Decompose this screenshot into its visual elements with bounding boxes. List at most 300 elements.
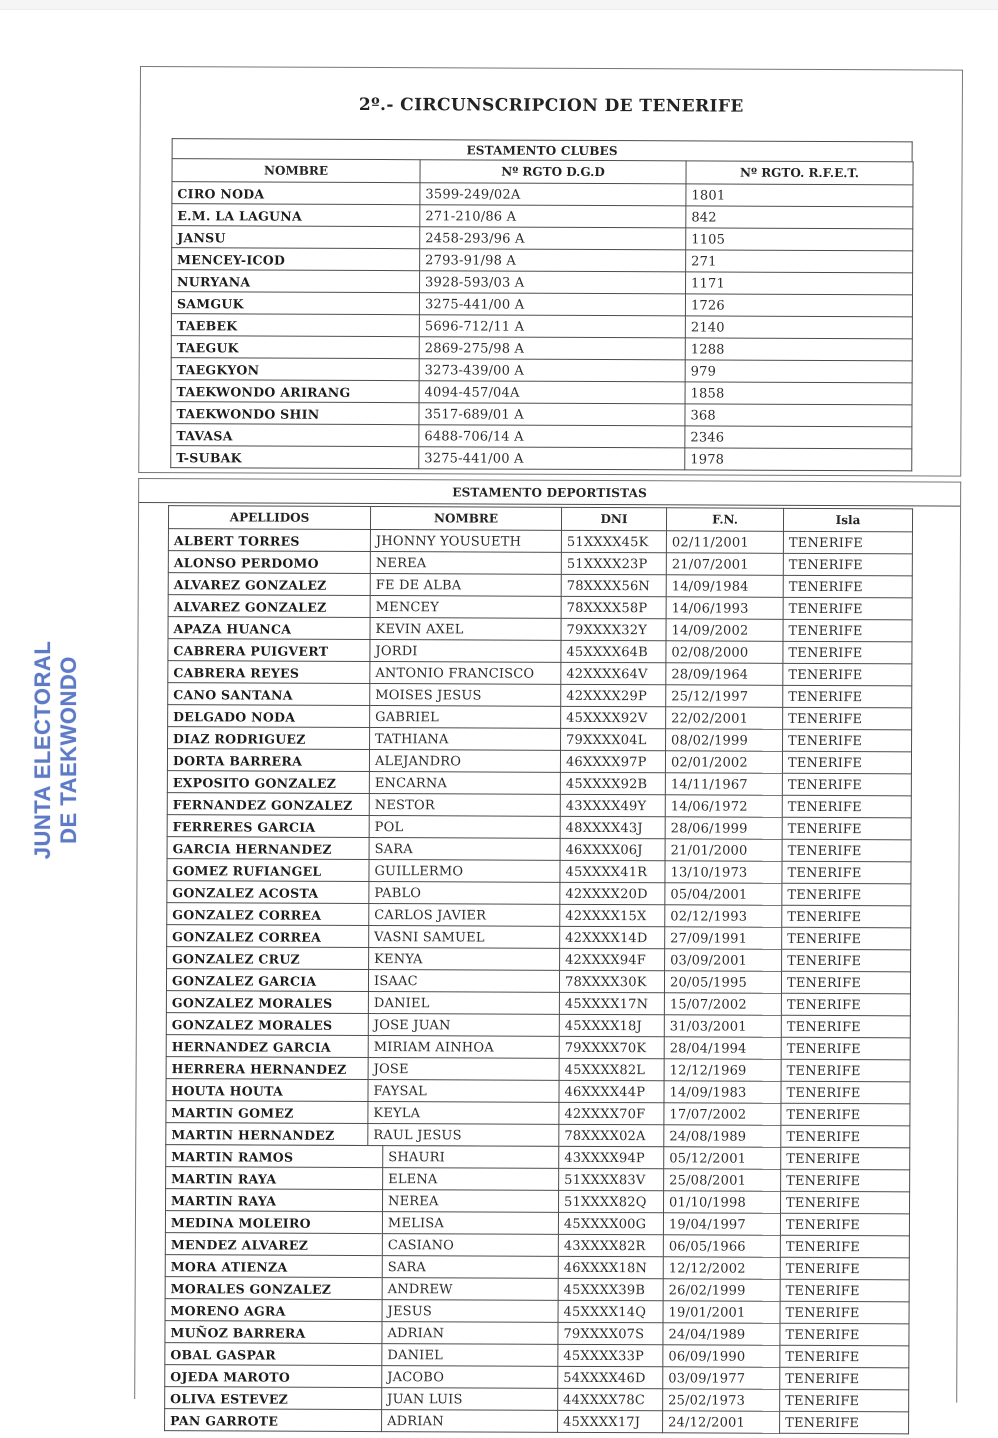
table-cell: 45XXXX64B	[561, 640, 666, 662]
table-cell: 25/02/1973	[663, 1389, 780, 1412]
table-cell: TAVASA	[171, 424, 419, 447]
table-row	[168, 551, 912, 576]
table-cell: 28/06/1999	[665, 817, 782, 840]
table-cell: NESTOR	[369, 794, 560, 817]
table-cell: 13/10/1973	[665, 861, 782, 884]
table-cell: FAYSAL	[368, 1080, 559, 1103]
table-cell: MARTIN HERNANDEZ	[166, 1123, 368, 1146]
table-cell: 5696-712/11 A	[419, 315, 685, 338]
table-cell: OJEDA MAROTO	[165, 1365, 382, 1388]
table-cell: OBAL GASPAR	[165, 1343, 382, 1366]
table-cell: 03/09/2001	[665, 949, 782, 972]
column-header: Nº RGTO D.G.D	[420, 160, 686, 184]
table-row	[165, 1233, 909, 1258]
table-cell: 45XXXX18J	[559, 1014, 664, 1036]
athletes-table-upper	[165, 505, 913, 1148]
table-cell: 1978	[685, 448, 912, 471]
table-cell: 4094-457/04A	[419, 381, 685, 404]
table-cell: 19/04/1997	[663, 1213, 780, 1236]
table-row	[167, 947, 911, 972]
table-cell: TENERIFE	[781, 971, 910, 994]
table-cell: 14/09/2002	[666, 619, 783, 642]
table-row	[168, 705, 912, 730]
table-cell: 51XXXX82Q	[559, 1190, 664, 1212]
table-cell: CABRERA PUIGVERT	[168, 639, 370, 662]
table-row	[165, 1321, 909, 1346]
table-cell: 3928-593/03 A	[420, 271, 686, 294]
table-cell: EXPOSITO GONZALEZ	[167, 771, 369, 794]
table-cell: 14/09/1983	[664, 1081, 781, 1104]
table-cell: ADRIAN	[382, 1322, 558, 1345]
table-row	[171, 292, 912, 317]
table-cell: 46XXXX44P	[559, 1080, 664, 1102]
table-cell: 01/10/1998	[664, 1191, 781, 1214]
table-row	[166, 1013, 910, 1038]
table-row	[167, 837, 911, 862]
table-cell: SARA	[382, 1256, 558, 1279]
table-cell: DORTA BARRERA	[167, 749, 369, 772]
table-cell: 78XXXX02A	[559, 1124, 664, 1146]
table-cell: 79XXXX70K	[559, 1036, 664, 1058]
table-row	[167, 793, 911, 818]
table-cell: TAEKWONDO SHIN	[171, 402, 419, 425]
table-cell: 6488-706/14 A	[419, 425, 685, 448]
table-cell: 28/04/1994	[664, 1037, 781, 1060]
table-cell: DANIEL	[368, 992, 559, 1015]
table-row	[167, 925, 911, 950]
table-cell: 24/08/1989	[664, 1125, 781, 1148]
table-cell: KENYA	[369, 948, 560, 971]
table-row	[168, 529, 912, 554]
table-row	[165, 1387, 909, 1412]
table-cell: 06/05/1966	[663, 1235, 780, 1258]
clubs-table-header	[172, 159, 913, 185]
table-cell: HERNANDEZ GARCIA	[166, 1035, 368, 1058]
table-cell: TENERIFE	[780, 1213, 909, 1236]
table-cell: CASIANO	[382, 1234, 558, 1257]
column-header: DNI	[561, 507, 666, 530]
table-cell: 45XXXX17N	[559, 992, 664, 1014]
table-row	[171, 336, 912, 361]
table-cell: MENCEY-ICOD	[172, 248, 420, 271]
table-cell: 2346	[685, 426, 912, 449]
table-row	[168, 617, 912, 642]
table-cell: 1801	[686, 184, 913, 207]
table-row	[166, 1101, 910, 1126]
table-cell: TENERIFE	[782, 773, 911, 796]
table-cell: MENCEY	[370, 596, 561, 619]
table-row	[172, 226, 913, 251]
column-header: NOMBRE	[172, 159, 420, 183]
table-cell: ANTONIO FRANCISCO	[370, 662, 561, 685]
table-cell: MORENO AGRA	[165, 1299, 382, 1322]
table-cell: ALVAREZ GONZALEZ	[168, 573, 370, 596]
table-cell: MOISES JESUS	[370, 684, 561, 707]
table-cell: TENERIFE	[782, 905, 911, 928]
table-cell: 03/09/1977	[663, 1367, 780, 1390]
table-cell: MARTIN RAMOS	[166, 1145, 383, 1168]
table-cell: DELGADO NODA	[168, 705, 370, 728]
table-cell: TENERIFE	[782, 839, 911, 862]
table-row	[166, 1035, 910, 1060]
table-cell: ELENA	[383, 1168, 559, 1191]
table-cell: 51XXXX23P	[561, 552, 666, 574]
table-row	[172, 182, 913, 207]
table-cell: TENERIFE	[780, 1257, 909, 1280]
table-cell: TENERIFE	[781, 1015, 910, 1038]
table-cell: SAMGUK	[171, 292, 419, 315]
table-cell: MENDEZ ALVAREZ	[165, 1233, 382, 1256]
table-cell: 3599-249/02A	[420, 183, 686, 206]
table-cell: ENCARNA	[369, 772, 560, 795]
table-row	[167, 749, 911, 774]
table-cell: 25/12/1997	[666, 685, 783, 708]
table-cell: 42XXXX14D	[560, 926, 665, 948]
table-cell: CARLOS JAVIER	[369, 904, 560, 927]
table-cell: 14/11/1967	[665, 773, 782, 796]
table-row	[172, 204, 913, 229]
table-cell: TENERIFE	[783, 663, 912, 686]
table-cell: JANSU	[172, 226, 420, 249]
table-cell: 51XXXX83V	[559, 1168, 664, 1190]
table-cell: APAZA HUANCA	[168, 617, 370, 640]
table-cell: 1288	[685, 338, 912, 361]
table-cell: TATHIANA	[370, 728, 561, 751]
table-cell: TENERIFE	[781, 1081, 910, 1104]
table-cell: MELISA	[382, 1212, 558, 1235]
table-cell: GONZALEZ ACOSTA	[167, 881, 369, 904]
table-cell: 2869-275/98 A	[419, 337, 685, 360]
table-cell: TENERIFE	[780, 1411, 909, 1434]
table-row	[171, 314, 912, 339]
table-cell: TENERIFE	[780, 1367, 909, 1390]
table-cell: 45XXXX00G	[558, 1212, 663, 1234]
table-cell: TAEGUK	[171, 336, 419, 359]
table-cell: 42XXXX94F	[560, 948, 665, 970]
table-cell: 12/12/1969	[664, 1059, 781, 1082]
table-cell: TENERIFE	[781, 1125, 910, 1148]
table-cell: JORDI	[370, 640, 561, 663]
table-cell: DIAZ RODRIGUEZ	[168, 727, 370, 750]
table-cell: 2793-91/98 A	[420, 249, 686, 272]
table-cell: PAN GARROTE	[165, 1409, 382, 1432]
table-cell: GONZALEZ GARCIA	[166, 969, 368, 992]
table-cell: 42XXXX20D	[560, 882, 665, 904]
table-cell: 42XXXX29P	[561, 684, 666, 706]
table-cell: 51XXXX45K	[561, 530, 666, 552]
table-cell: TENERIFE	[780, 1301, 909, 1324]
table-cell: GABRIEL	[370, 706, 561, 729]
table-cell: GONZALEZ CORREA	[167, 903, 369, 926]
table-row	[172, 248, 913, 273]
table-cell: 08/02/1999	[666, 729, 783, 752]
column-header: APELLIDOS	[168, 506, 370, 530]
table-cell: 3517-689/01 A	[419, 403, 685, 426]
table-cell: KEYLA	[368, 1102, 559, 1125]
table-cell: 79XXXX04L	[561, 728, 666, 750]
table-row	[167, 903, 911, 928]
table-row	[168, 595, 912, 620]
table-cell: GONZALEZ CRUZ	[167, 947, 369, 970]
table-cell: 05/04/2001	[665, 883, 782, 906]
table-cell: 14/09/1984	[666, 575, 783, 598]
table-cell: JOSE	[368, 1058, 559, 1081]
table-cell: VASNI SAMUEL	[369, 926, 560, 949]
table-cell: ADRIAN	[382, 1410, 558, 1433]
table-cell: TENERIFE	[781, 1191, 910, 1214]
athletes-table-header	[168, 506, 912, 532]
clubs-table	[170, 158, 913, 471]
table-cell: TENERIFE	[781, 1103, 910, 1126]
table-cell: 31/03/2001	[664, 1015, 781, 1038]
table-row	[166, 1057, 910, 1082]
table-cell: MUÑOZ BARRERA	[165, 1321, 382, 1344]
table-cell: 02/12/1993	[665, 905, 782, 928]
table-cell: TENERIFE	[782, 883, 911, 906]
table-cell: 19/01/2001	[663, 1301, 780, 1324]
table-cell: TENERIFE	[783, 531, 912, 554]
table-row	[168, 661, 912, 686]
table-cell: HOUTA HOUTA	[166, 1079, 368, 1102]
table-row	[166, 1145, 910, 1170]
table-cell: 43XXXX49Y	[560, 794, 665, 816]
table-cell: MORA ATIENZA	[165, 1255, 382, 1278]
table-row	[171, 380, 912, 405]
table-cell: JUAN LUIS	[382, 1388, 558, 1411]
athletes-band-title: ESTAMENTO DEPORTISTAS	[139, 479, 960, 507]
table-cell: TENERIFE	[781, 1169, 910, 1192]
table-row	[166, 1167, 910, 1192]
table-row	[165, 1255, 909, 1280]
table-cell: 78XXXX58P	[561, 596, 666, 618]
table-cell: TENERIFE	[780, 1389, 909, 1412]
table-cell: ALBERT TORRES	[168, 529, 370, 552]
table-cell: FE DE ALBA	[370, 574, 561, 597]
table-cell: 3275-441/00 A	[419, 447, 685, 470]
table-cell: 54XXXX46D	[558, 1366, 663, 1388]
table-row	[165, 1277, 909, 1302]
table-cell: NURYANA	[172, 270, 420, 293]
table-cell: 27/09/1991	[665, 927, 782, 950]
table-cell: TENERIFE	[781, 1037, 910, 1060]
table-cell: TENERIFE	[781, 1059, 910, 1082]
stamp-line-1: JUNTA ELECTORAL	[30, 640, 55, 860]
table-row	[165, 1211, 909, 1236]
table-cell: NEREA	[383, 1190, 559, 1213]
table-cell: TENERIFE	[783, 553, 912, 576]
table-cell: TENERIFE	[783, 707, 912, 730]
table-cell: TENERIFE	[783, 729, 912, 752]
table-cell: 21/01/2000	[665, 839, 782, 862]
table-cell: 45XXXX14Q	[558, 1300, 663, 1322]
table-cell: PABLO	[369, 882, 560, 905]
page-title: 2º.- CIRCUNSCRIPCION DE TENERIFE	[358, 94, 744, 117]
table-row	[167, 815, 911, 840]
table-row	[165, 1409, 909, 1434]
table-cell: 979	[685, 360, 912, 383]
table-cell: GONZALEZ MORALES	[166, 1013, 368, 1036]
table-cell: 06/09/1990	[663, 1345, 780, 1368]
table-cell: TENERIFE	[783, 641, 912, 664]
table-cell: JHONNY YOUSUETH	[370, 530, 561, 553]
table-cell: SARA	[369, 838, 560, 861]
column-header: NOMBRE	[370, 507, 561, 531]
table-cell: 02/11/2001	[666, 531, 783, 554]
athletes-table-body-upper	[166, 529, 913, 1148]
table-row	[167, 771, 911, 796]
table-cell: FERNANDEZ GONZALEZ	[167, 793, 369, 816]
table-cell: 26/02/1999	[663, 1279, 780, 1302]
table-cell: 48XXXX43J	[560, 816, 665, 838]
table-cell: 14/06/1972	[665, 795, 782, 818]
table-cell: TENERIFE	[783, 575, 912, 598]
athletes-table-body-lower	[165, 1145, 910, 1434]
table-cell: 271	[686, 250, 913, 273]
table-cell: GOMEZ RUFIANGEL	[167, 859, 369, 882]
table-cell: 44XXXX78C	[558, 1388, 663, 1410]
table-row	[168, 639, 912, 664]
table-cell: TAEGKYON	[171, 358, 419, 381]
table-cell: 02/01/2002	[665, 751, 782, 774]
table-cell: 46XXXX18N	[558, 1256, 663, 1278]
table-cell: 25/08/2001	[664, 1169, 781, 1192]
table-cell: 45XXXX82L	[559, 1058, 664, 1080]
table-cell: TAEKWONDO ARIRANG	[171, 380, 419, 403]
table-cell: TENERIFE	[782, 795, 911, 818]
table-cell: GARCIA HERNANDEZ	[167, 837, 369, 860]
table-cell: 24/04/1989	[663, 1323, 780, 1346]
table-cell: 3273-439/00 A	[419, 359, 685, 382]
table-cell: ISAAC	[368, 970, 559, 993]
table-cell: 1171	[686, 272, 913, 295]
table-cell: 78XXXX30K	[559, 970, 664, 992]
clubs-table-body	[171, 182, 913, 471]
table-row	[171, 402, 912, 427]
table-cell: GUILLERMO	[369, 860, 560, 883]
table-cell: 02/08/2000	[666, 641, 783, 664]
header-row	[172, 159, 913, 185]
table-cell: TENERIFE	[782, 927, 911, 950]
table-cell: 12/12/2002	[663, 1257, 780, 1280]
table-cell: 43XXXX94P	[559, 1146, 664, 1168]
table-row	[168, 573, 912, 598]
table-cell: TENERIFE	[781, 993, 910, 1016]
clubs-table-wrap	[170, 138, 912, 471]
table-cell: TENERIFE	[783, 685, 912, 708]
table-row	[171, 424, 912, 449]
table-cell: 15/07/2002	[664, 993, 781, 1016]
table-cell: HERRERA HERNANDEZ	[166, 1057, 368, 1080]
table-cell: CANO SANTANA	[168, 683, 370, 706]
table-cell: MARTIN GOMEZ	[166, 1101, 368, 1124]
clubs-section	[138, 66, 963, 477]
table-cell: 45XXXX41R	[560, 860, 665, 882]
table-cell: 1858	[685, 382, 912, 405]
clubs-band-title: ESTAMENTO CLUBES	[172, 138, 913, 161]
table-row	[166, 969, 910, 994]
table-cell: E.M. LA LAGUNA	[172, 204, 420, 227]
table-cell: 28/09/1964	[666, 663, 783, 686]
table-cell: TENERIFE	[782, 949, 911, 972]
table-cell: 2140	[685, 316, 912, 339]
table-cell: TENERIFE	[780, 1279, 909, 1302]
table-cell: JACOBO	[382, 1366, 558, 1389]
table-cell: CIRO NODA	[172, 182, 420, 205]
table-cell: 43XXXX82R	[558, 1234, 663, 1256]
table-cell: TENERIFE	[783, 597, 912, 620]
athletes-section	[134, 478, 961, 1431]
table-cell: 1726	[685, 294, 912, 317]
table-cell: TENERIFE	[782, 861, 911, 884]
table-cell: 21/07/2001	[666, 553, 783, 576]
table-cell: 79XXXX32Y	[561, 618, 666, 640]
table-cell: TENERIFE	[780, 1235, 909, 1258]
table-cell: 20/05/1995	[664, 971, 781, 994]
table-cell: 24/12/2001	[663, 1411, 780, 1434]
table-cell: 42XXXX15X	[560, 904, 665, 926]
table-cell: MARTIN RAYA	[166, 1167, 383, 1190]
table-cell: 45XXXX92V	[561, 706, 666, 728]
table-row	[166, 991, 910, 1016]
table-cell: 78XXXX56N	[561, 574, 666, 596]
table-cell: ALONSO PERDOMO	[168, 551, 370, 574]
table-row	[167, 881, 911, 906]
table-cell: JESUS	[382, 1300, 558, 1323]
table-cell: 271-210/86 A	[420, 205, 686, 228]
table-row	[167, 859, 911, 884]
table-cell: ALEJANDRO	[369, 750, 560, 773]
table-cell: 14/06/1993	[666, 597, 783, 620]
table-cell: 45XXXX33P	[558, 1344, 663, 1366]
table-cell: 46XXXX06J	[560, 838, 665, 860]
table-cell: DANIEL	[382, 1344, 558, 1367]
column-header: Isla	[783, 508, 912, 532]
table-cell: TENERIFE	[781, 1147, 910, 1170]
athletes-table-lower	[164, 1144, 910, 1434]
table-cell: POL	[369, 816, 560, 839]
stamp-line-2: DE TAEKWONDO	[56, 656, 81, 844]
table-cell: SHAURI	[383, 1146, 559, 1169]
table-cell: FERRERES GARCIA	[167, 815, 369, 838]
table-row	[166, 1079, 910, 1104]
table-cell: 45XXXX17J	[558, 1410, 663, 1432]
table-cell: GONZALEZ MORALES	[166, 991, 368, 1014]
table-cell: JOSE JUAN	[368, 1014, 559, 1037]
table-cell: TENERIFE	[782, 817, 911, 840]
table-cell: MIRIAM AINHOA	[368, 1036, 559, 1059]
table-row	[165, 1365, 909, 1390]
table-row	[165, 1343, 909, 1368]
table-cell: 17/07/2002	[664, 1103, 781, 1126]
table-cell: 2458-293/96 A	[420, 227, 686, 250]
table-cell: T-SUBAK	[171, 446, 419, 469]
table-cell: 79XXXX07S	[558, 1322, 663, 1344]
table-cell: TENERIFE	[780, 1323, 909, 1346]
table-cell: TENERIFE	[783, 619, 912, 642]
table-cell: TENERIFE	[782, 751, 911, 774]
table-cell: OLIVA ESTEVEZ	[165, 1387, 382, 1410]
table-cell: 22/02/2001	[666, 707, 783, 730]
table-cell: 42XXXX70F	[559, 1102, 664, 1124]
table-cell: 42XXXX64V	[561, 662, 666, 684]
table-cell: MEDINA MOLEIRO	[165, 1211, 382, 1234]
table-cell: 3275-441/00 A	[419, 293, 685, 316]
table-cell: MARTIN RAYA	[166, 1189, 383, 1212]
table-cell: 45XXXX92B	[560, 772, 665, 794]
table-cell: 05/12/2001	[664, 1147, 781, 1170]
table-cell: 45XXXX39B	[558, 1278, 663, 1300]
table-cell: NEREA	[370, 552, 561, 575]
